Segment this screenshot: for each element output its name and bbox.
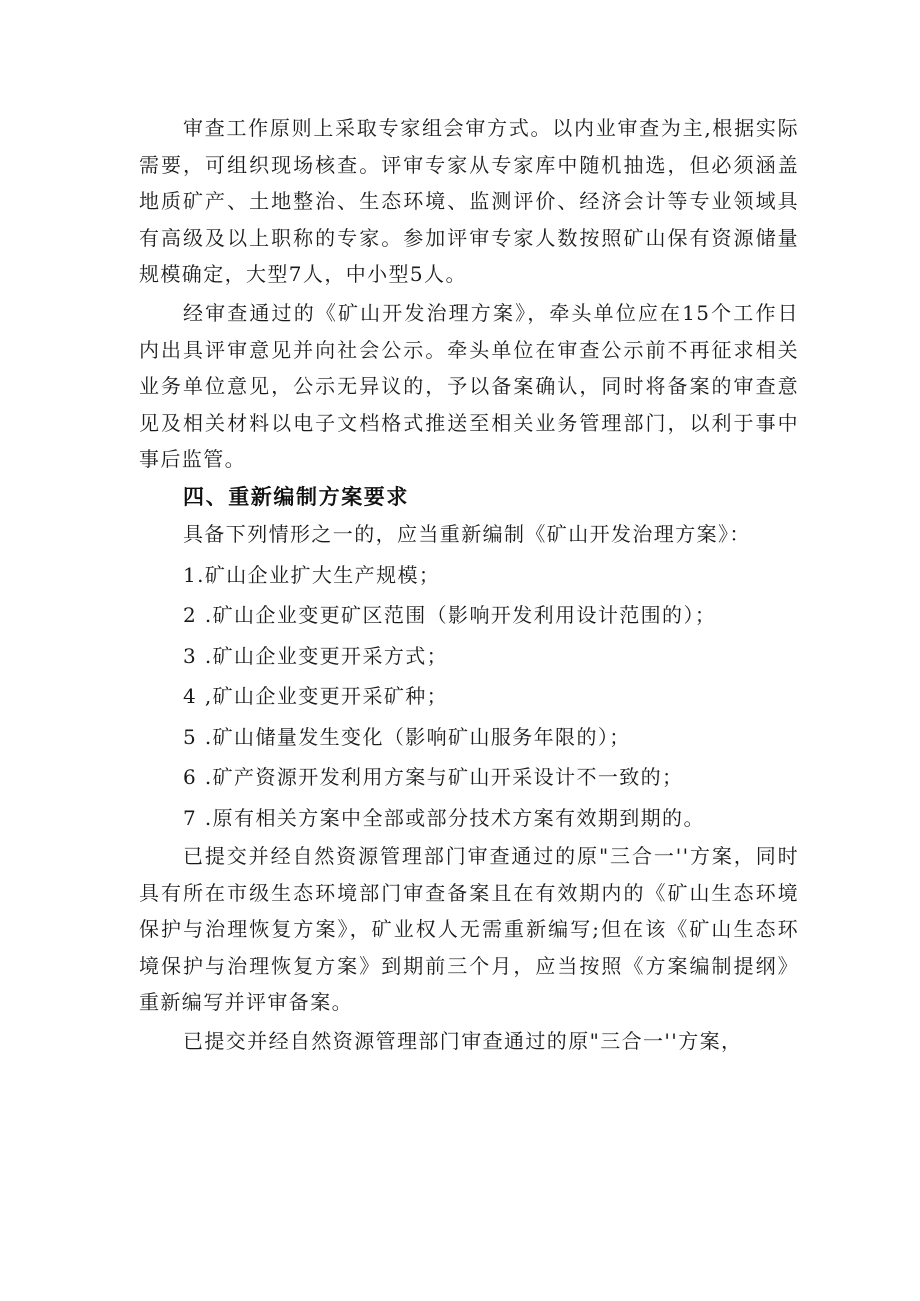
document-body xyxy=(139,110,799,1060)
list-item: 6 .矿产资源开发利用方案与矿山开采设计不一致的； xyxy=(183,765,684,790)
paragraph-reprepare-conditions: 具备下列情形之一的，应当重新编制《矿山开发治理方案》： xyxy=(183,521,751,546)
list-item: 4 ,矿山企业变更开采矿种； xyxy=(183,684,449,709)
list-item: 5 .矿山储量发生变化（影响矿山服务年限的）； xyxy=(183,724,631,749)
section-heading-reprepare-requirements: 四、重新编制方案要求 xyxy=(183,484,409,509)
paragraph-existing-plan-exemption: 已提交并经自然资源管理部门审查通过的原"三合一''方案，同时具有所在市级生态环境部门审查备案且在有效期内的《矿山生态环境保护与治理恢复方案》，矿业权人无需重新编写;但在该《矿山生态环境保护与治理恢复方案》到期前三个月，应当按照《方案编制提纲》重新编写并评审备案。 xyxy=(139,844,799,1015)
paragraph-existing-plan-continued: 已提交并经自然资源管理部门审查通过的原"三合一''方案， xyxy=(183,1029,743,1053)
list-item: 1.矿山企业扩大生产规模； xyxy=(183,562,441,587)
conditions-list xyxy=(139,555,799,839)
list-item: 7 .原有相关方案中全部或部分技术方案有效期到期的。 xyxy=(183,805,705,830)
list-item: 2 .矿山企业变更矿区范围（影响开发利用设计范围的）； xyxy=(183,603,717,628)
paragraph-approval-publicity: 经审查通过的《矿山开发治理方案》，牵头单位应在15个工作日内出具评审意见并向社会公示。牵头单位在审查公示前不再征求相关业务单位意见，公示无异议的，予以备案确认，同时将备案的审查意见及相关材料以电子文档格式推送至相关业务管理部门，以利于事中事后监管。 xyxy=(139,300,799,472)
list-item: 3 .矿山企业变更开采方式； xyxy=(183,643,449,668)
paragraph-review-method: 审查工作原则上采取专家组会审方式。以内业审查为主,根据实际需要，可组织现场核查。评审专家从专家库中随机抽选，但必须涵盖地质矿产、土地整治、生态环境、监测评价、经济会计等专业领域具有高级及以上职称的专家。参加评审专家人数按照矿山保有资源储量规模确定，大型7人，中小型5人。 xyxy=(139,116,799,287)
